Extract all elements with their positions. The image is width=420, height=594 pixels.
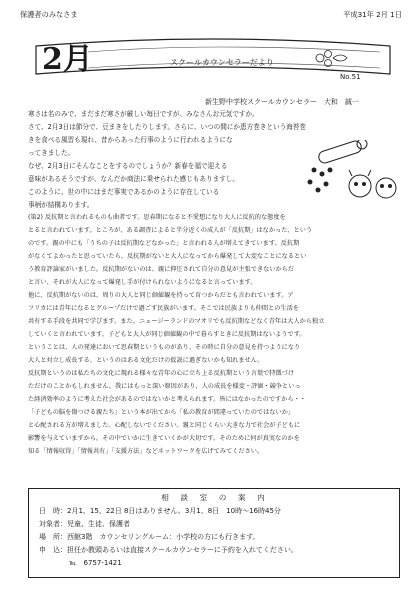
consultation-row: 申 込：担任か教頭あるいは直接スクールカウンセラーに予約を入れてください。 xyxy=(39,546,298,554)
consultation-row: 対象者：児童、生徒、保護者 xyxy=(39,520,130,528)
body-line: フリカには青年になるとグループだけで過ごす民族がいます。そこでは民族よりも仲間との生活を xyxy=(28,305,299,312)
body-line: た経済効率のように考えた社会があるのではないかと考えられます。皆にはなかったのですから・・ xyxy=(28,396,306,403)
body-line: とると言われています。ところが、ある調査によると半分近くの成人が「反抗期」はなかった、という xyxy=(28,227,313,234)
consultation-title: 相 談 室 の 案 内 xyxy=(161,493,267,502)
body-line: 「子どもの脳を傷つける親たち」という本が出てから「私の教育が間違っていたのではないか」 xyxy=(28,409,295,416)
body-line: このように、世の中にはまだ事実であるかのように存在している xyxy=(28,188,220,196)
body-line: 他に、反抗期がないのは、周りの大人と同じ価値観を持って育つからだとも言われています。ア xyxy=(28,292,294,299)
body-line: 寒さは名のみで、まだまだ寒さが厳しい毎日ですが、みなさんお元気ですか。 xyxy=(28,110,259,118)
consultation-row: 日 時：2月1、15、22日 8日はありません。3月1、8日 10時～16時45分 xyxy=(39,507,281,515)
body-line: のです。親の中にも「うちの子は反抗期などなかった」と言われる人が増えてきています。反抗期 xyxy=(28,240,300,247)
body-line: 知る「情報収得」「情報共有」「支援方法」などネットワークを広げてみてください。 xyxy=(28,448,264,455)
body-line: と言い、それが大人になって爆発し手が付けられないようになると言っています。 xyxy=(28,279,257,286)
body-line: なぜ、2月3日にそんなことをするのでしょうか？新春を福で迎える xyxy=(28,162,228,170)
body-line: 事柄が結構あります。 xyxy=(28,201,94,209)
author-line: 新生野中学校スクールカウンセラー 大和 誠一 xyxy=(205,98,359,106)
consultation-row: 場 所：西館3階 カウンセリングルーム：小学校の方にも行きます。 xyxy=(39,533,260,541)
body-line: していくと言われています。子どもと大人が同じ価値観の中で暮らすときに反抗期はないようです。 xyxy=(28,331,306,338)
newsletter-title: スクールカウンセラーだより xyxy=(170,58,274,67)
body-line: 反抗期というのは私たちの文化に現れる様々な青年の心に立ち上る反抗期という言葉で特徴づけ xyxy=(28,370,295,377)
body-line: (第2) 反抗期と言われるものも曲者です。思春期になると不愛想になり大人に反抗的な態度を xyxy=(28,214,286,221)
issue-number: No.51 xyxy=(340,73,361,81)
body-line: きを食べる風習も現れ、昔からあった行事のように行われるようにな xyxy=(28,136,233,144)
body-line: ということは、人の発達において思春期というものがあり、その時に自分の意見を持つようになり xyxy=(28,344,301,351)
body-line: ってきました。 xyxy=(28,149,75,157)
body-line: ただけのことかもしれません。我にはもっと深い原因があり、人の成長を様変・評価・競争といっ xyxy=(28,383,301,390)
body-line: と心配される方が増えました。心配しないでください。親と同じくらい大きな力で社会が子どもに xyxy=(28,422,301,429)
body-line: さて、2月3日は節分で、豆まきをしたりします。さらに、いつの間にか恵方巻きという海苔巻 xyxy=(28,123,306,131)
body-line: 影響を与えていますから。その中でいかに生きていくかが大切です。そのために何が真実なのかを xyxy=(28,435,300,442)
body-line: う教育評論家がいました。反抗期がないのは、親に抑圧されて自分の意見が主張できないからだ xyxy=(28,266,295,273)
issue-date: 平成31年 2月 1日 xyxy=(343,10,402,19)
consultation-info-box xyxy=(28,488,400,578)
month-heading: 2月 xyxy=(42,42,93,77)
phone-number: ℡ 6757-1421 xyxy=(69,559,122,567)
body-line: 大人と対立し成長する、というのはある文化だけの仮説に過ぎないかも知れません。 xyxy=(28,357,264,364)
recipient-line: 保護者のみなさま xyxy=(20,10,78,19)
flower-icon xyxy=(316,51,347,67)
body-line: 意味があるそうですが、なんだか商法に乗せられた感じもありますし。 xyxy=(28,175,239,183)
body-line: がなくてよかったと思っていたら、反抗期がないと大人になってから爆発して大変なことになるとい xyxy=(28,253,307,260)
body-line: 共有する手段を共同で学びます。また、ニュージーランドのマオリでも反抗期などなく青年は大人から独立 xyxy=(28,318,325,325)
